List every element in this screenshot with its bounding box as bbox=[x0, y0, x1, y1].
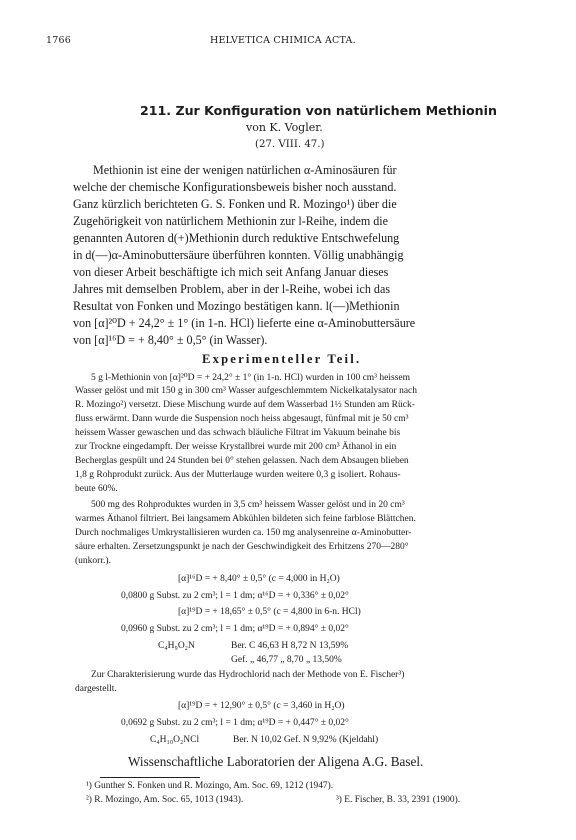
body-line: fluss erwärmt. Dann wurde die Suspension noch heiss abgesaugt, fünfmal mit je 50 cm³ bbox=[75, 414, 409, 424]
intro-line: Resultat von Fonken und Mozingo bestätigen kann. l(—)Methionin bbox=[73, 299, 400, 313]
intro-line: Ganz kürzlich berichteten G. S. Fonken und R. Mozingo¹) über die bbox=[73, 197, 397, 211]
body-line: (unkorr.). bbox=[75, 556, 111, 566]
analysis-formula: C₄H₉O₂N bbox=[158, 641, 195, 651]
analysis-formula: C₄H₁₀O₂NCl bbox=[150, 735, 200, 745]
article-date: (27. VIII. 47.) bbox=[255, 139, 325, 150]
body-line: 5 g l-Methionin von [α]²⁰D = + 24,2° ± 1° (in 1-n. HCl) wurden in 100 cm³ heissem bbox=[91, 373, 411, 383]
body-line: beute 60%. bbox=[75, 484, 118, 494]
footnote-divider bbox=[100, 777, 200, 778]
rotation-line: [α]¹⁶D = + 8,40° ± 0,5° (c = 4,000 in H₂O) bbox=[178, 574, 340, 584]
rotation-line: [α]¹⁹D = + 12,90° ± 0,5° (c = 3,460 in H₂O) bbox=[178, 701, 345, 711]
article-author: von K. Vogler. bbox=[246, 121, 323, 134]
body-line: R. Mozingo²) versetzt. Diese Mischung wurde auf dem Wasserbad 1½ Stunden am Rück- bbox=[75, 400, 415, 410]
body-line: Zur Charakterisierung wurde das Hydrochlorid nach der Methode von E. Fischer³) bbox=[91, 670, 405, 680]
analysis-result: Ber. N 10,02 Gef. N 9,92% (Kjeldahl) bbox=[233, 735, 379, 745]
footnote: ²) R. Mozingo, Am. Soc. 65, 1013 (1943). bbox=[86, 795, 244, 805]
body-line: Durch nochmaliges Umkrystallisieren wurden ca. 150 mg analysenreine α-Aminobutter- bbox=[75, 528, 412, 538]
body-line: Becherglas gespült und 24 Stunden bei 0° stehen gelassen. Nach dem Absaugen blieben bbox=[75, 456, 409, 466]
section-heading: Experimenteller Teil. bbox=[202, 352, 362, 366]
body-line: zur Trockne eingedampft. Der weisse Krystallbrei wurde mit 200 cm³ Äthanol in ein bbox=[75, 442, 397, 452]
body-line: säure erhalten. Zersetzungspunkt je nach der Geschwindigkeit des Erhitzens 270—280° bbox=[75, 542, 409, 552]
intro-line: Methionin ist eine der wenigen natürlichen α-Aminosäuren für bbox=[93, 163, 397, 177]
intro-line: genannten Autoren d(+)Methionin durch reduktive Entschwefelung bbox=[73, 231, 400, 245]
body-line: 1,8 g Rohprodukt zurück. Aus der Mutterlauge wurden weitere 0,3 g isoliert. Rohaus- bbox=[75, 470, 401, 480]
intro-line: in d(—)α-Aminobuttersäure überführen konnten. Völlig unabhängig bbox=[73, 248, 404, 262]
page-number: 1766 bbox=[46, 35, 71, 46]
body-line: dargestellt. bbox=[75, 684, 117, 694]
analysis-found: Gef. „ 46,77 „ 8,70 „ 13,50% bbox=[231, 655, 342, 665]
affiliation: Wissenschaftliche Laboratorien der Aligena A.G. Basel. bbox=[128, 754, 424, 769]
body-line: warmes Äthanol filtriert. Bei langsamem Abkühlen bildeten sich feine farblose Blättchen. bbox=[75, 514, 416, 524]
body-line: 500 mg des Rohproduktes wurden in 3,5 cm³ heissem Wasser gelöst und in 20 cm³ bbox=[91, 500, 405, 510]
body-line: Wasser gelöst und mit 150 g in 300 cm³ Wasser aufgeschlemmtem Nickelkatalysator nach bbox=[75, 386, 417, 396]
intro-line: von [α]²⁰D + 24,2° ± 1° (in 1-n. HCl) lieferte eine α-Aminobuttersäure bbox=[73, 316, 416, 330]
article-title: 211. Zur Konfiguration von natürlichem Methionin bbox=[140, 103, 497, 118]
running-header-journal: HELVETICA CHIMICA ACTA. bbox=[210, 35, 356, 46]
analysis-calculated: Ber. C 46,63 H 8,72 N 13,59% bbox=[231, 641, 349, 651]
intro-line: Jahres mit demselben Problem, aber in der l-Reihe, wobei ich das bbox=[73, 282, 391, 296]
footnote: ¹) Gunther S. Fonken und R. Mozingo, Am. Soc. 69, 1212 (1947). bbox=[86, 781, 334, 791]
body-line: heissem Wasser gewaschen und das schwach bläuliche Filtrat im Vakuum beinahe bis bbox=[75, 428, 401, 438]
intro-line: von dieser Arbeit beschäftigte ich mich seit Anfang Januar dieses bbox=[73, 265, 389, 279]
footnote: ³) E. Fischer, B. 33, 2391 (1900). bbox=[336, 795, 461, 805]
rotation-line: 0,0692 g Subst. zu 2 cm³; l = 1 dm; α¹⁹D = + 0,447° ± 0,02° bbox=[121, 718, 349, 728]
rotation-line: 0,0800 g Subst. zu 2 cm³; l = 1 dm; α¹⁶D = + 0,336° ± 0,02° bbox=[121, 591, 349, 601]
intro-line: von [α]¹⁶D = + 8,40° ± 0,5° (in Wasser). bbox=[73, 333, 268, 347]
intro-line: Zugehörigkeit von natürlichem Methionin zur l-Reihe, indem die bbox=[73, 214, 389, 228]
rotation-line: [α]¹⁹D = + 18,65° ± 0,5° (c = 4,800 in 6-n. HCl) bbox=[178, 607, 361, 617]
rotation-line: 0,0960 g Subst. zu 2 cm³; l = 1 dm; α¹⁹D = + 0,894° ± 0,02° bbox=[121, 624, 349, 634]
intro-line: welche der chemische Konfigurationsbeweis bisher noch ausstand. bbox=[73, 180, 397, 194]
